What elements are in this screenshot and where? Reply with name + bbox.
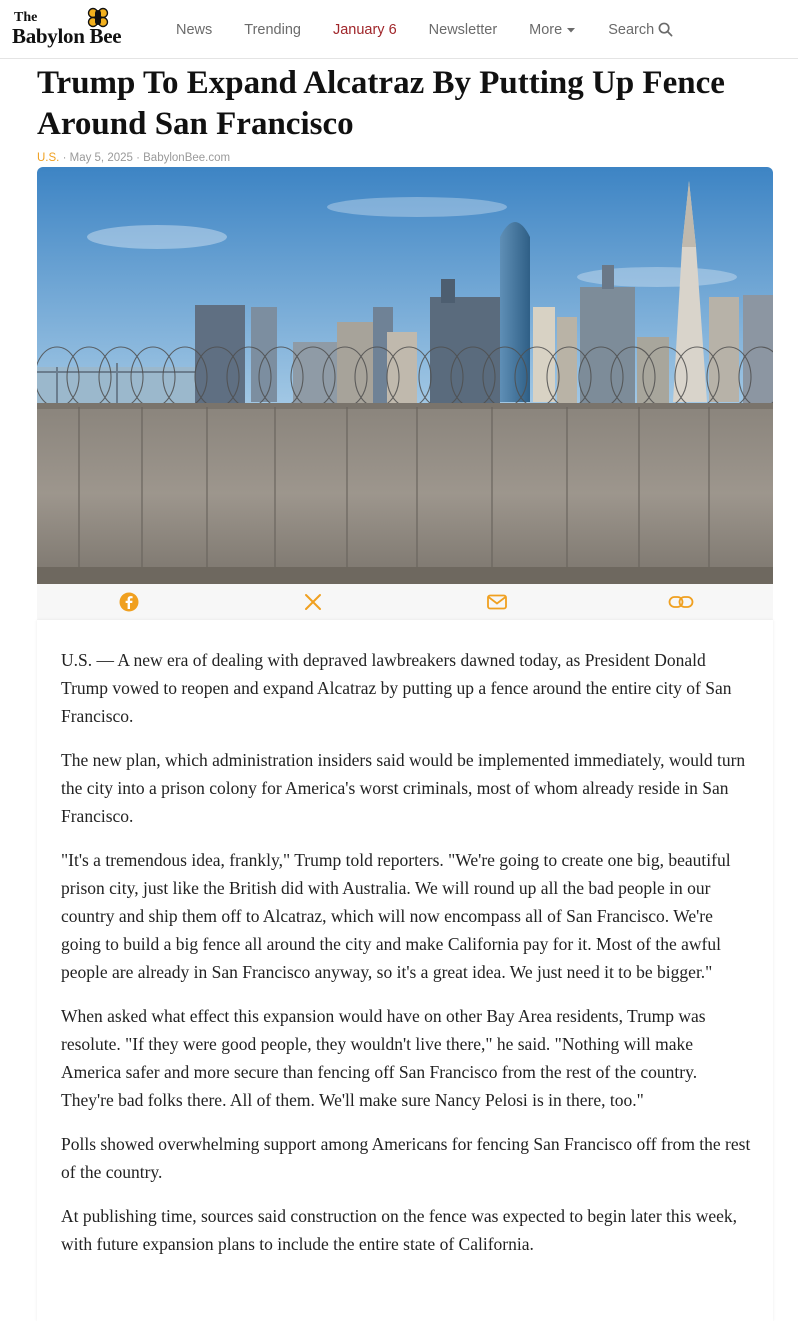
nav-label: More [529,21,563,38]
article-date: May 5, 2025 [69,152,133,164]
caret-down-icon [566,26,576,34]
meta-separator: · [62,152,70,164]
nav-label: Search [608,21,655,38]
article-paragraph: "It's a tremendous idea, frankly," Trump told reporters. "We're going to create one big, beautiful prison city, just like the British did with Australia. We will round up all the bad people in our country and ship them off to Alcatraz, which will now encompass all of San Francisco. We're going to build a big fence all around the city and make California pay for it. Most of the awful people are already in San Francisco anyway, so it's a great idea. We just need it to be bigger." [61,850,731,982]
nav-item-search[interactable] [608,22,673,38]
share-bar [37,584,773,620]
link-icon [668,593,694,611]
nav-item-january-6[interactable] [333,22,397,38]
share-x-button[interactable] [221,584,405,620]
article-body [61,646,751,1274]
article-paragraph: When asked what effect this expansion would have on other Bay Area residents, Trump was resolute. "If they were good people, they wouldn't live there," he said. "Nothing will make America safer and more secure than fencing off San Francisco from the rest of the country. They're bad folks there. All of them. We'll make sure Nancy Pelosi is in there, too." [61,1006,706,1110]
logo-the: The [14,10,38,25]
nav-label: Trending [244,21,301,38]
share-email-button[interactable] [405,584,589,620]
nav-item-newsletter[interactable] [429,22,498,38]
article-source: BabylonBee.com [143,152,231,164]
email-icon [487,594,507,610]
site-logo[interactable] [12,7,144,47]
article-paragraph: At publishing time, sources said construction on the fence was expected to begin later this week, with future expansion plans to include the entire state of California. [61,1206,737,1254]
article-paragraph: Polls showed overwhelming support among Americans for fencing San Francisco off from the rest of the country. [61,1134,751,1182]
article-meta [37,152,230,164]
share-copy-link-button[interactable] [589,584,773,620]
facebook-icon [119,592,139,612]
hero-image [37,167,773,584]
site-header [0,0,798,59]
logo-name: Babylon Bee [12,24,122,48]
nav-item-trending[interactable] [244,22,301,38]
article-category-link[interactable]: U.S. [37,152,60,164]
x-icon [304,593,322,611]
article-paragraph: U.S. — A new era of dealing with depraved lawbreakers dawned today, as President Donald Trump vowed to reopen and expand Alcatraz by putting up a fence around the entire city of San Francisco. [61,650,732,726]
share-facebook-button[interactable] [37,584,221,620]
article-paragraph: The new plan, which administration insiders said would be implemented immediately, would turn the city into a prison colony for America's worst criminals, most of whom already reside in San Francisco. [61,750,746,826]
nav-label: Newsletter [428,21,498,38]
meta-separator: · [136,152,144,164]
article-headline: Trump To Expand Alcatraz By Putting Up Fence Around San Francisco [37,65,725,142]
article-card [37,620,773,1321]
nav-item-more[interactable] [529,22,576,38]
search-icon [658,22,673,37]
nav-item-news[interactable] [176,22,212,38]
nav-label: January 6 [332,21,397,38]
main-nav [160,0,689,59]
nav-label: News [176,21,213,38]
